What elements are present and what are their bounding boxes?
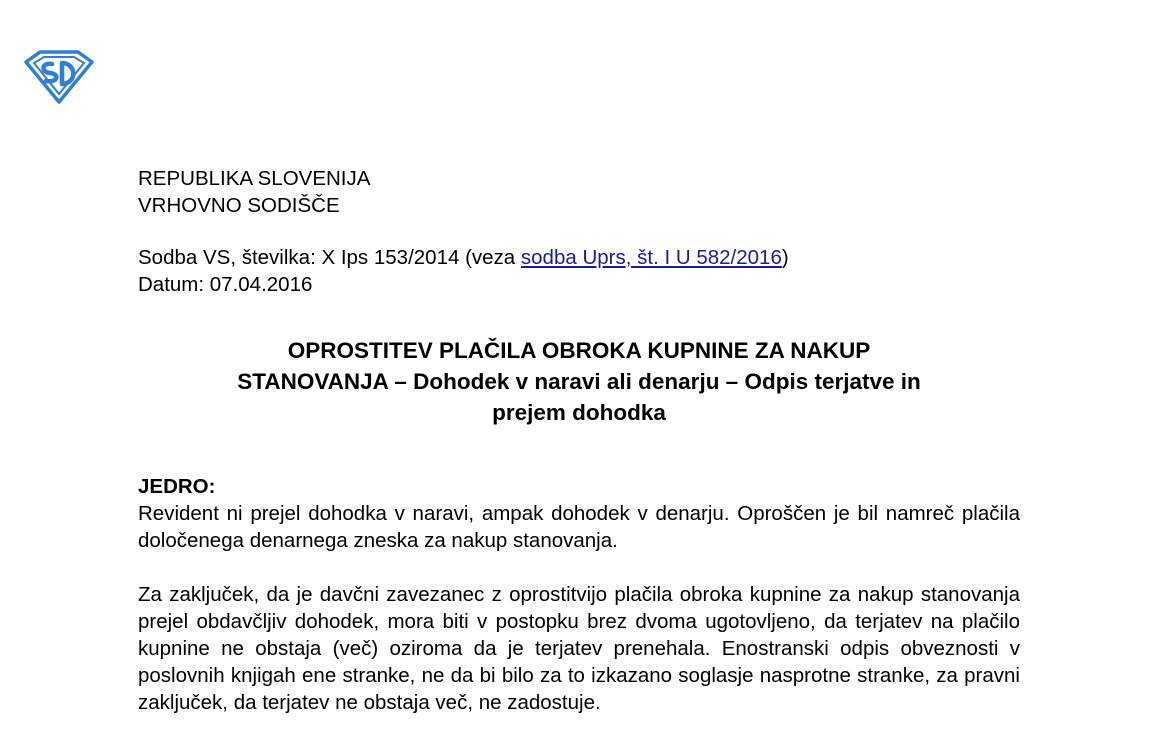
decision-date: Datum: 07.04.2016: [138, 273, 313, 296]
court-name: VRHOVNO SODIŠČE: [138, 194, 340, 217]
case-suffix: ): [781, 246, 789, 269]
country-name: REPUBLIKA SLOVENIJA: [138, 167, 371, 190]
section-heading: JEDRO:: [138, 475, 216, 498]
case-number: Sodba VS, številka: X Ips 153/2014 (veza: [138, 246, 521, 269]
court-logo-icon: [22, 48, 96, 104]
related-case-link[interactable]: sodba Uprs, št. I U 582/2016: [520, 246, 782, 269]
document-title: [138, 335, 1020, 428]
case-reference: [138, 244, 1020, 271]
document-body: [138, 165, 1020, 716]
title-line-3: prejem dohodka: [492, 400, 666, 425]
summary-paragraph-1: Revident ni prejel dohodka v naravi, ampak dohodek v denarju. Oproščen je bil namreč plačila določenega denarnega zneska za nakup stanovanja.: [138, 502, 1020, 552]
title-line-1: OPROSTITEV PLAČILA OBROKA KUPNINE ZA NAKUP: [287, 338, 871, 363]
summary-paragraph-2: Za zaključek, da je davčni zavezanec z oprostitvijo plačila obroka kupnine za nakup stanovanja prejel obdavčljiv dohodek, mora biti v postopku brez dvoma ugotovljeno, da terjatev na plačilo kupnine ne obstaja (več) oziroma da je terjatev prenehala. Enostranski odpis obveznosti v poslovnih knjigah ene stranke, ne da bi bilo za to izkazano soglasje nasprotne stranke, za pravni zaključek, da terjatev ne obstaja več, ne zadostuje.: [138, 583, 1020, 714]
title-line-2: STANOVANJA – Dohodek v naravi ali denarju – Odpis terjatve in: [237, 369, 921, 394]
